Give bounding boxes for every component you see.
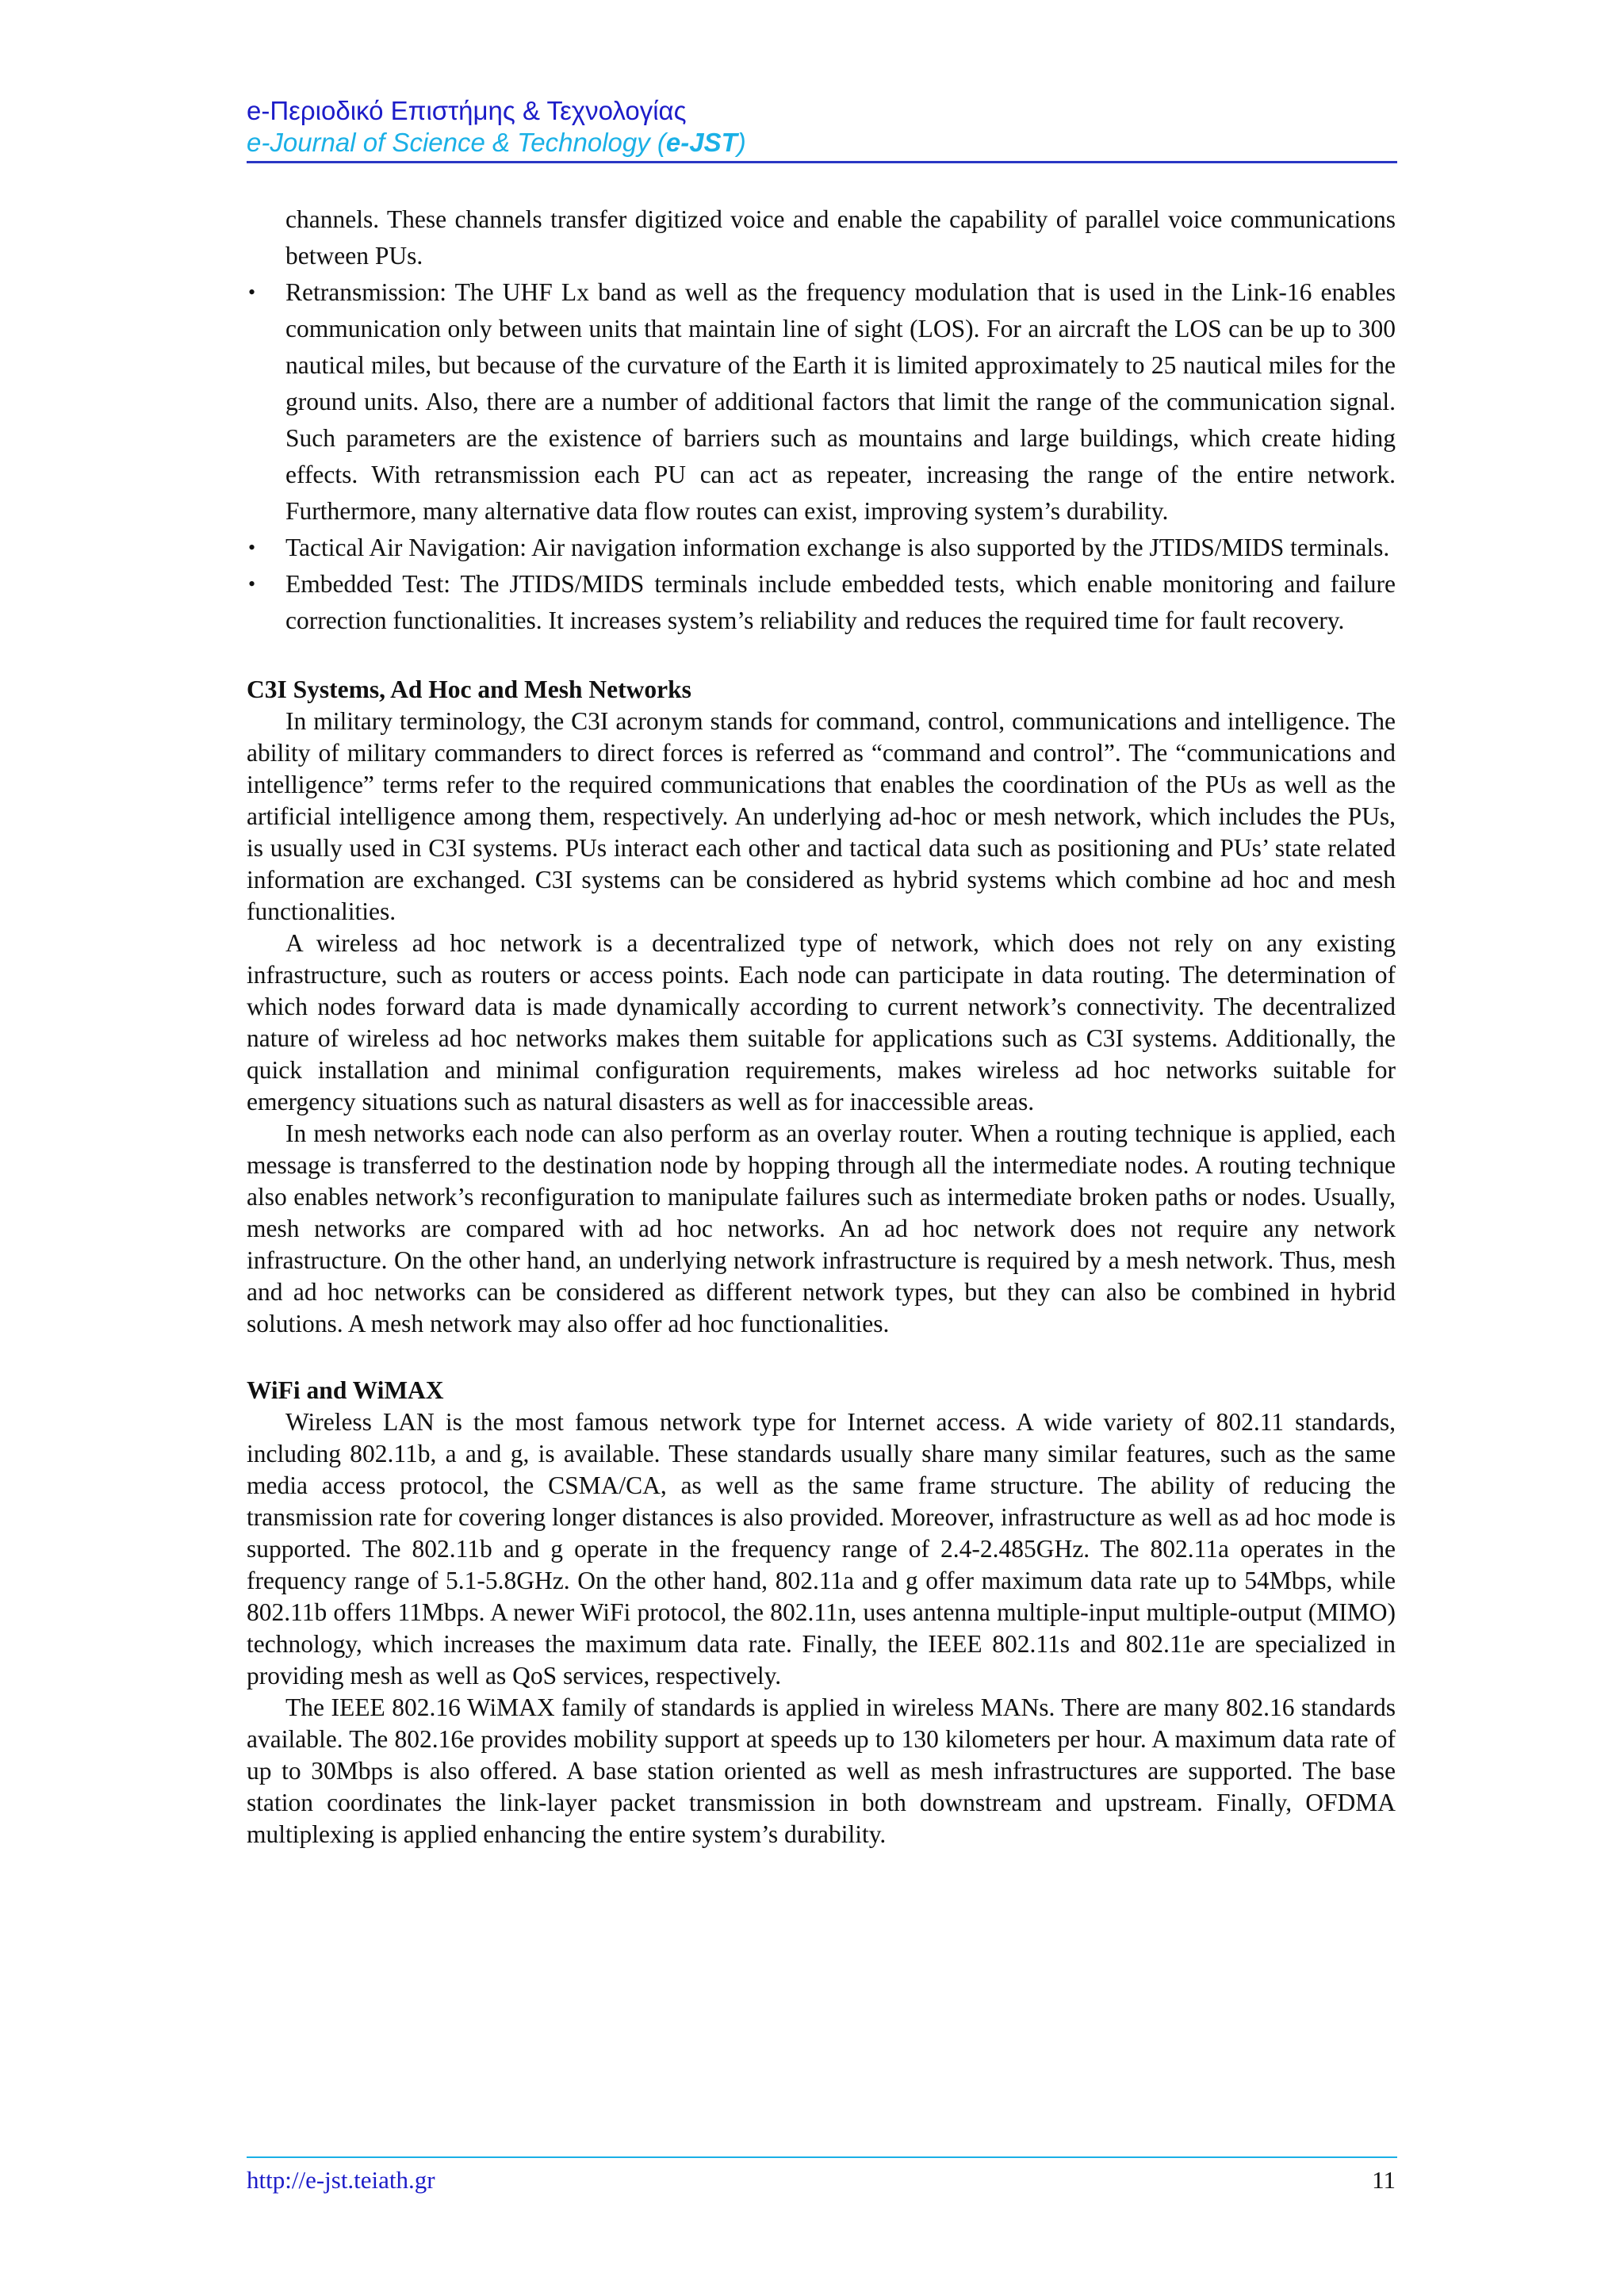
journal-url-link[interactable]: http://e-jst.teiath.gr — [247, 2166, 435, 2194]
continued-bullet-text: channels. These channels transfer digitized voice and enable the capability of parallel voice communications between PUs. — [285, 205, 1396, 270]
paragraph: The IEEE 802.16 WiMAX family of standards is applied in wireless MANs. There are many 802.16 standards available. The 802.16e provides mobility support at speeds up to 130 kilometers per hour. A maximum data rate of up to 30Mbps is also offered. A base station oriented as well as mesh infrastructures are supported. The base station coordinates the link-layer packet transmission in both downstream and upstream. Finally, OFDMA multiplexing is applied enhancing the entire system’s durability. — [247, 1693, 1396, 1848]
bullet-symbol: • — [248, 536, 256, 559]
journal-title-greek: e-Περιοδικό Επιστήμης & Τεχνολογίας — [247, 96, 687, 125]
list-item-text: Embedded Test: The JTIDS/MIDS terminals include embedded tests, which enable monitoring and failure correction functionalities. It increases system’s reliability and reduces the required time for fault recovery. — [285, 570, 1396, 634]
list-item — [247, 530, 1396, 566]
journal-title-english-bold: e-JST — [665, 128, 737, 157]
page-number: 11 — [1372, 2166, 1396, 2194]
paragraph: A wireless ad hoc network is a decentralized type of network, which does not rely on any existing infrastructure, such as routers or access points. Each node can participate in data routing. The determination of which nodes forward data is made dynamically according to current network’s connectivity. The decentralized nature of wireless ad hoc networks makes them suitable for applications such as C3I systems. Additionally, the quick installation and minimal configuration requirements, makes wireless ad hoc networks suitable for emergency situations such as natural disasters as well as for inaccessible areas. — [247, 929, 1396, 1115]
section-heading-wifi-wimax: WiFi and WiMAX — [247, 1376, 444, 1404]
header-divider — [247, 161, 1397, 163]
journal-title-english-prefix: e-Journal of Science & Technology ( — [247, 128, 666, 157]
bullet-symbol: • — [248, 281, 256, 304]
list-item — [247, 274, 1396, 530]
page-body — [247, 201, 1396, 1850]
paragraph: Wireless LAN is the most famous network type for Internet access. A wide variety of 802.11 standards, including 802.11b, a and g, is available. These standards usually share many similar features, such as the same media access protocol, the CSMA/CA, as well as the same frame structure. The ability of reducing the transmission rate for covering longer distances is also provided. Moreover, infrastructure as well as ad hoc mode is supported. The 802.11b and g operate in the frequency range of 2.4-2.485GHz. The 802.11a operates in the frequency range of 5.1-5.8GHz. On the other hand, 802.11a and g offer maximum data rate up to 54Mbps, while 802.11b offers 11Mbps. A newer WiFi protocol, the 802.11n, uses antenna multiple-input multiple-output (MIMO) technology, which increases the maximum data rate. Finally, the IEEE 802.11s and 802.11e are specialized in providing mesh as well as QoS services, respectively. — [247, 1408, 1396, 1689]
footer-divider — [247, 2156, 1397, 2158]
paragraph: In military terminology, the C3I acronym stands for command, control, communications and intelligence. The ability of military commanders to direct forces is referred as “command and control”. The “communications and intelligence” terms refer to the required communications that enables the coordination of the PUs as well as the artificial intelligence among them, respectively. An underlying ad-hoc or mesh network, which includes the PUs, is usually used in C3I systems. PUs interact each other and tactical data such as positioning and PUs’ state related information are exchanged. C3I systems can be considered as hybrid systems which combine ad hoc and mesh functionalities. — [247, 707, 1396, 925]
list-item — [247, 566, 1396, 639]
paragraph: In mesh networks each node can also perform as an overlay router. When a routing technique is applied, each message is transferred to the destination node by hopping through all the intermediate nodes. A routing technique also enables network’s reconfiguration to manipulate failures such as intermediate broken paths or nodes. Usually, mesh networks are compared with ad hoc networks. An ad hoc network does not require any network infrastructure. On the other hand, an underlying network infrastructure is required by a mesh network. Thus, mesh and ad hoc networks can be considered as different network types, but they can also be combined in hybrid solutions. A mesh network may also offer ad hoc functionalities. — [247, 1119, 1396, 1337]
journal-header — [247, 95, 1396, 159]
journal-title-english-suffix: ) — [737, 128, 746, 157]
section-heading-c3i: C3I Systems, Ad Hoc and Mesh Networks — [247, 675, 691, 703]
journal-title-english — [247, 127, 1396, 159]
feature-bullet-list — [247, 274, 1396, 639]
list-item-text: Tactical Air Navigation: Air navigation information exchange is also supported by the JTIDS/MIDS terminals. — [285, 534, 1390, 561]
list-item-text: Retransmission: The UHF Lx band as well as the frequency modulation that is used in the Link-16 enables communication only between units that maintain line of sight (LOS). For an aircraft the LOS can be up to 300 nautical miles, but because of the curvature of the Earth it is limited approximately to 25 nautical miles for the ground units. Also, there are a number of additional factors that limit the range of the communication signal. Such parameters are the existence of barriers such as mountains and large buildings, which create hiding effects. With retransmission each PU can act as repeater, increasing the range of the entire network. Furthermore, many alternative data flow routes can exist, improving system’s durability. — [285, 278, 1396, 525]
bullet-symbol: • — [248, 572, 256, 595]
